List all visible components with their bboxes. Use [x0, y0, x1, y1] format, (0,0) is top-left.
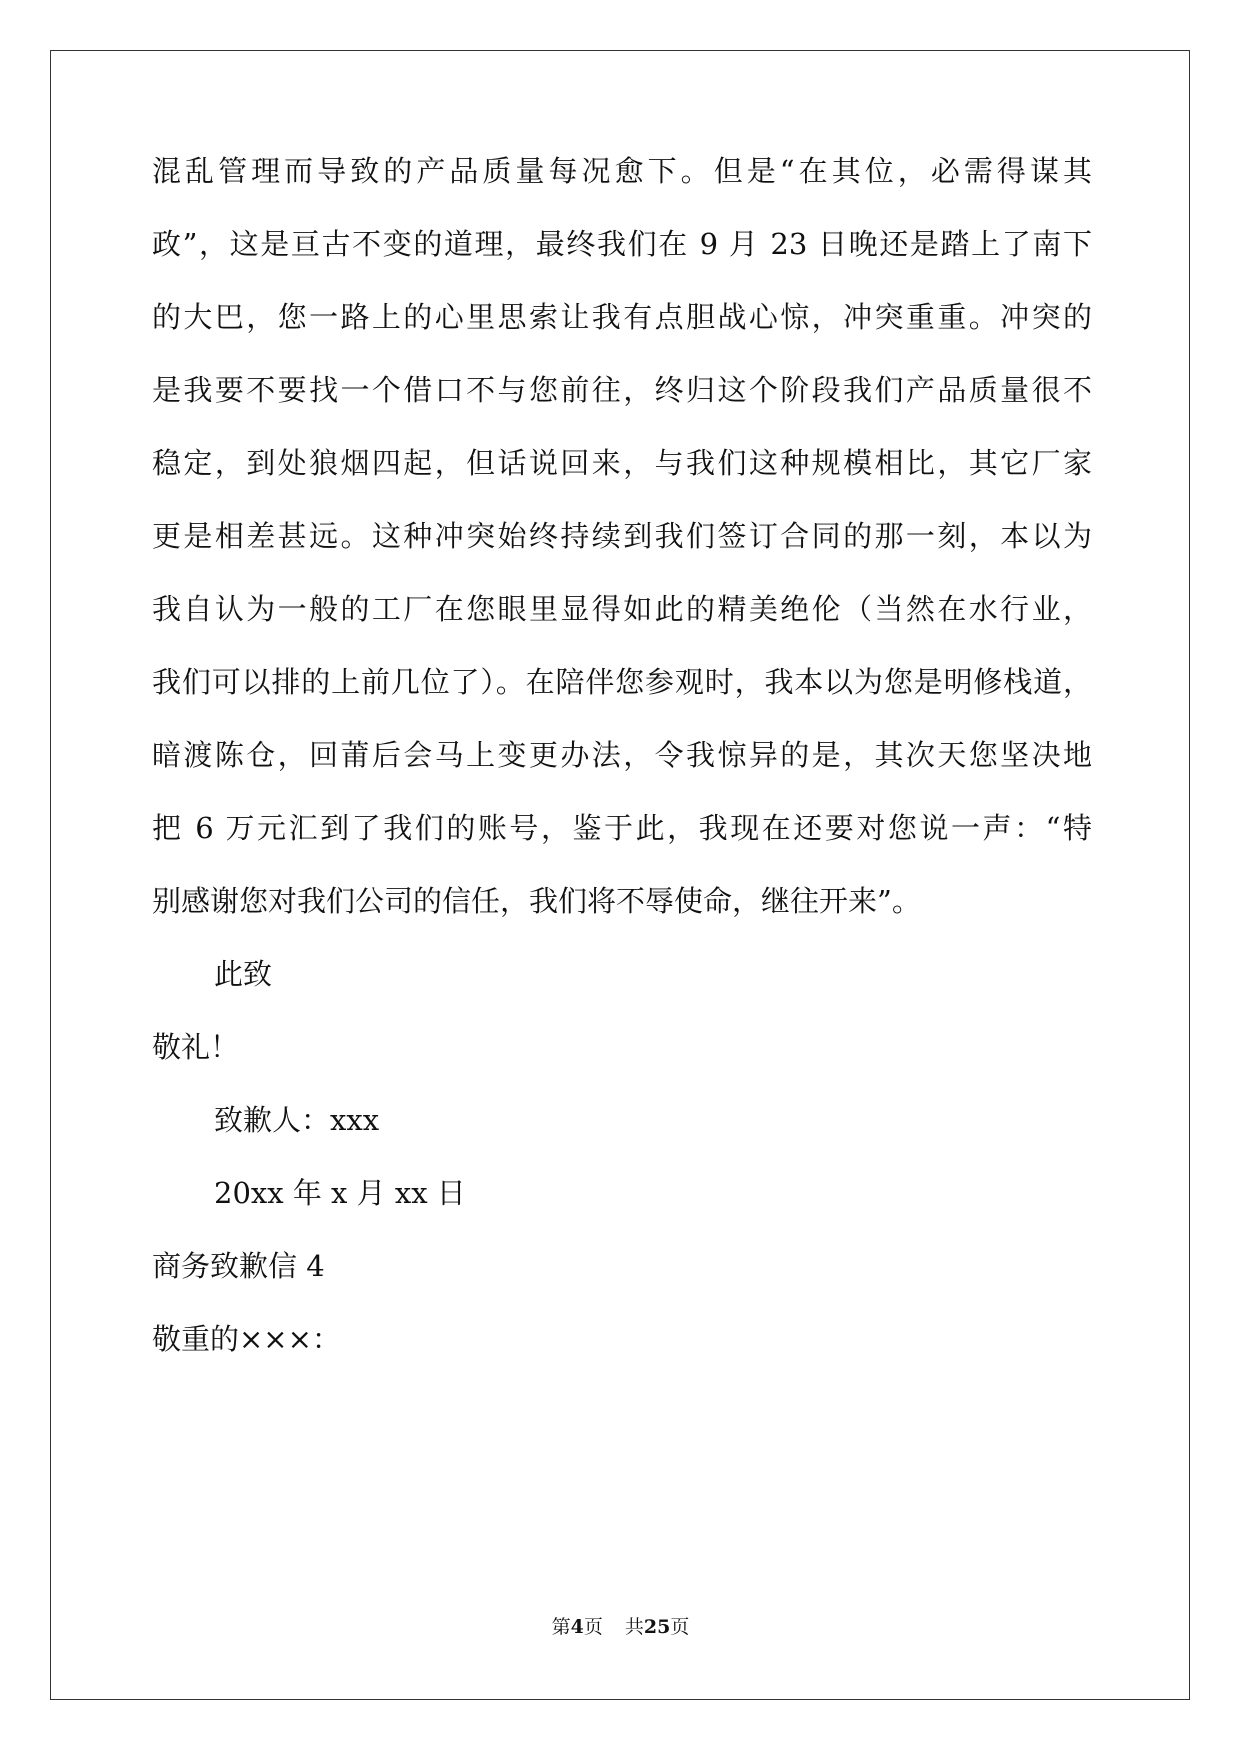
body-line-4: 是我要不要找一个借口不与您前往，终归这个阶段我们产品质量很不 — [152, 373, 1092, 407]
footer-total-pages: 25 — [643, 1616, 671, 1638]
body-line-1: 混乱管理而导致的产品质量每况愈下。但是“在其位，必需得谋其 — [152, 154, 1092, 188]
body-line-6: 更是相差甚远。这种冲突始终持续到我们签订合同的那一刻，本以为 — [152, 519, 1092, 553]
body-line-2: 政”，这是亘古不变的道理，最终我们在 9 月 23 日晚还是踏上了南下 — [152, 227, 1092, 261]
footer-total-suffix: 页 — [670, 1616, 690, 1638]
page-footer — [0, 1615, 1241, 1639]
salute-text: 敬礼！ — [152, 1030, 240, 1064]
section-title: 商务致歉信 4 — [152, 1249, 325, 1283]
body-line-7: 我自认为一般的工厂在您眼里显得如此的精美绝伦（当然在水行业， — [152, 592, 1092, 626]
footer-total-prefix: 共 — [624, 1616, 644, 1638]
footer-page-suffix: 页 — [583, 1616, 603, 1638]
body-line-5: 稳定，到处狼烟四起，但话说回来，与我们这种规模相比，其它厂家 — [152, 446, 1092, 480]
body-line-3: 的大巴，您一路上的心里思索让我有点胆战心惊，冲突重重。冲突的 — [152, 300, 1092, 334]
footer-prefix: 第 — [551, 1616, 571, 1638]
signature-text: 致歉人：xxx — [214, 1103, 380, 1137]
body-line-11: 别感谢您对我们公司的信任，我们将不辱使命，继往开来”。 — [152, 884, 921, 918]
body-line-9: 暗渡陈仓，回莆后会马上变更办法，令我惊异的是，其次天您坚决地 — [152, 738, 1092, 772]
body-line-10: 把 6 万元汇到了我们的账号，鉴于此，我现在还要对您说一声：“特 — [152, 811, 1092, 845]
closing-text: 此致 — [214, 957, 273, 991]
body-line-8: 我们可以排的上前几位了）。在陪伴您参观时，我本以为您是明修栈道， — [152, 665, 1092, 699]
date-text: 20xx 年 x 月 xx 日 — [214, 1176, 466, 1210]
greeting-text: 敬重的×××： — [152, 1322, 341, 1356]
footer-page-number: 4 — [570, 1616, 584, 1638]
